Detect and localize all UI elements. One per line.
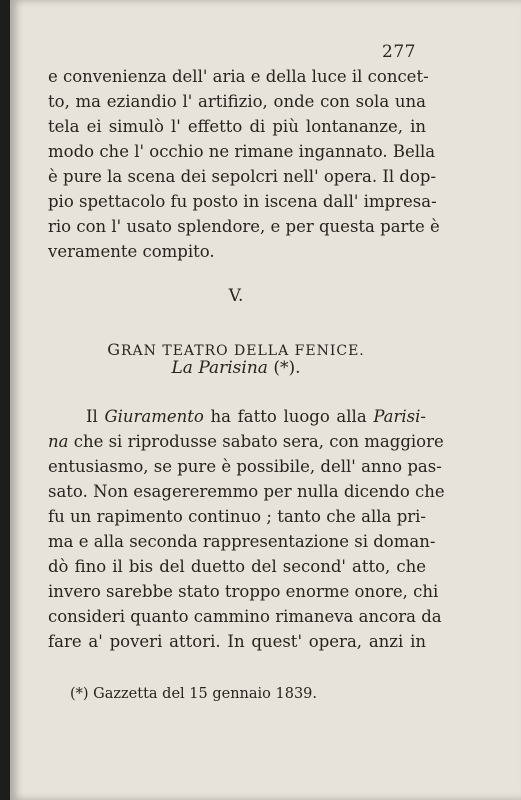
text-line [48,429,444,454]
section-number: V. [228,286,244,306]
text-line-content: sato. Non esagereremmo per nulla dicendo che [48,482,445,501]
paragraph-main [48,404,445,654]
text-line [48,114,426,139]
text-line-content: dò fino il bis del duetto del second' atto, che [48,557,426,576]
italic-title-parisina-end: na [48,432,69,451]
italic-title-giuramento: Giuramento [104,407,204,426]
text-line [48,164,437,189]
text-line [48,64,429,89]
footnote: (*) Gazzetta del 15 gennaio 1839. [70,686,318,702]
page-number: 277 [382,42,416,62]
italic-title-parisina: Parisi- [373,407,426,426]
text-line [48,189,437,214]
text-line [48,214,440,239]
text-line [48,479,445,504]
text-line-content: fare a' poveri attori. In quest' opera, anzi in [48,632,426,651]
text-line-content: to, ma eziandio l' artifizio, onde con sola una [48,92,426,111]
section-heading-rest: RAN TEATRO DELLA FENICE. [121,343,365,359]
section-heading [10,340,462,359]
text-line [48,239,426,264]
text-line [48,579,439,604]
section-heading-initial: G [107,340,121,359]
text-line-content: è pure la scena dei sepolcri nell' opera. Il dop- [48,167,437,186]
section-subtitle [10,358,462,378]
text-line [48,554,426,579]
text-line-content: consideri quanto cammino rimaneva ancora da [48,607,442,626]
text-line-content: entusiasmo, se pure è possibile, dell' anno pas- [48,457,442,476]
text-line [48,529,436,554]
text-line-content: veramente compito. [48,242,215,261]
text-line-content: pio spettacolo fu posto in iscena dall' impresa- [48,192,437,211]
text-line [48,404,426,429]
text-line [48,454,442,479]
text-segment: che si riprodusse sabato sera, con maggiore [68,432,444,451]
text-line-content: e convenienza dell' aria e della luce il concet- [48,67,429,86]
text-line-content [48,404,426,429]
text-line [48,139,436,164]
subtitle-title: La Parisina [171,358,268,378]
text-line [48,504,426,529]
text-line-content: modo che l' occhio ne rimane ingannato. Bella [48,142,436,161]
text-line-content [48,429,444,454]
text-line-content: ma e alla seconda rappresentazione si doman- [48,532,436,551]
text-line [48,89,426,114]
subtitle-footnote-mark: (*). [273,358,301,378]
paragraph-continuation [48,64,440,264]
text-line-content: tela ei simulò l' effetto di più lontananze, in [48,117,426,136]
text-line [48,629,426,654]
text-line-content: invero sarebbe stato troppo enorme onore, chi [48,582,439,601]
book-page [10,0,521,800]
text-segment: ha fatto luogo alla [203,407,374,426]
text-line [48,604,442,629]
text-line-content: fu un rapimento continuo ; tanto che alla pri- [48,507,426,526]
text-segment: Il [86,407,105,426]
text-line-content: rio con l' usato splendore, e per questa parte è [48,217,440,236]
